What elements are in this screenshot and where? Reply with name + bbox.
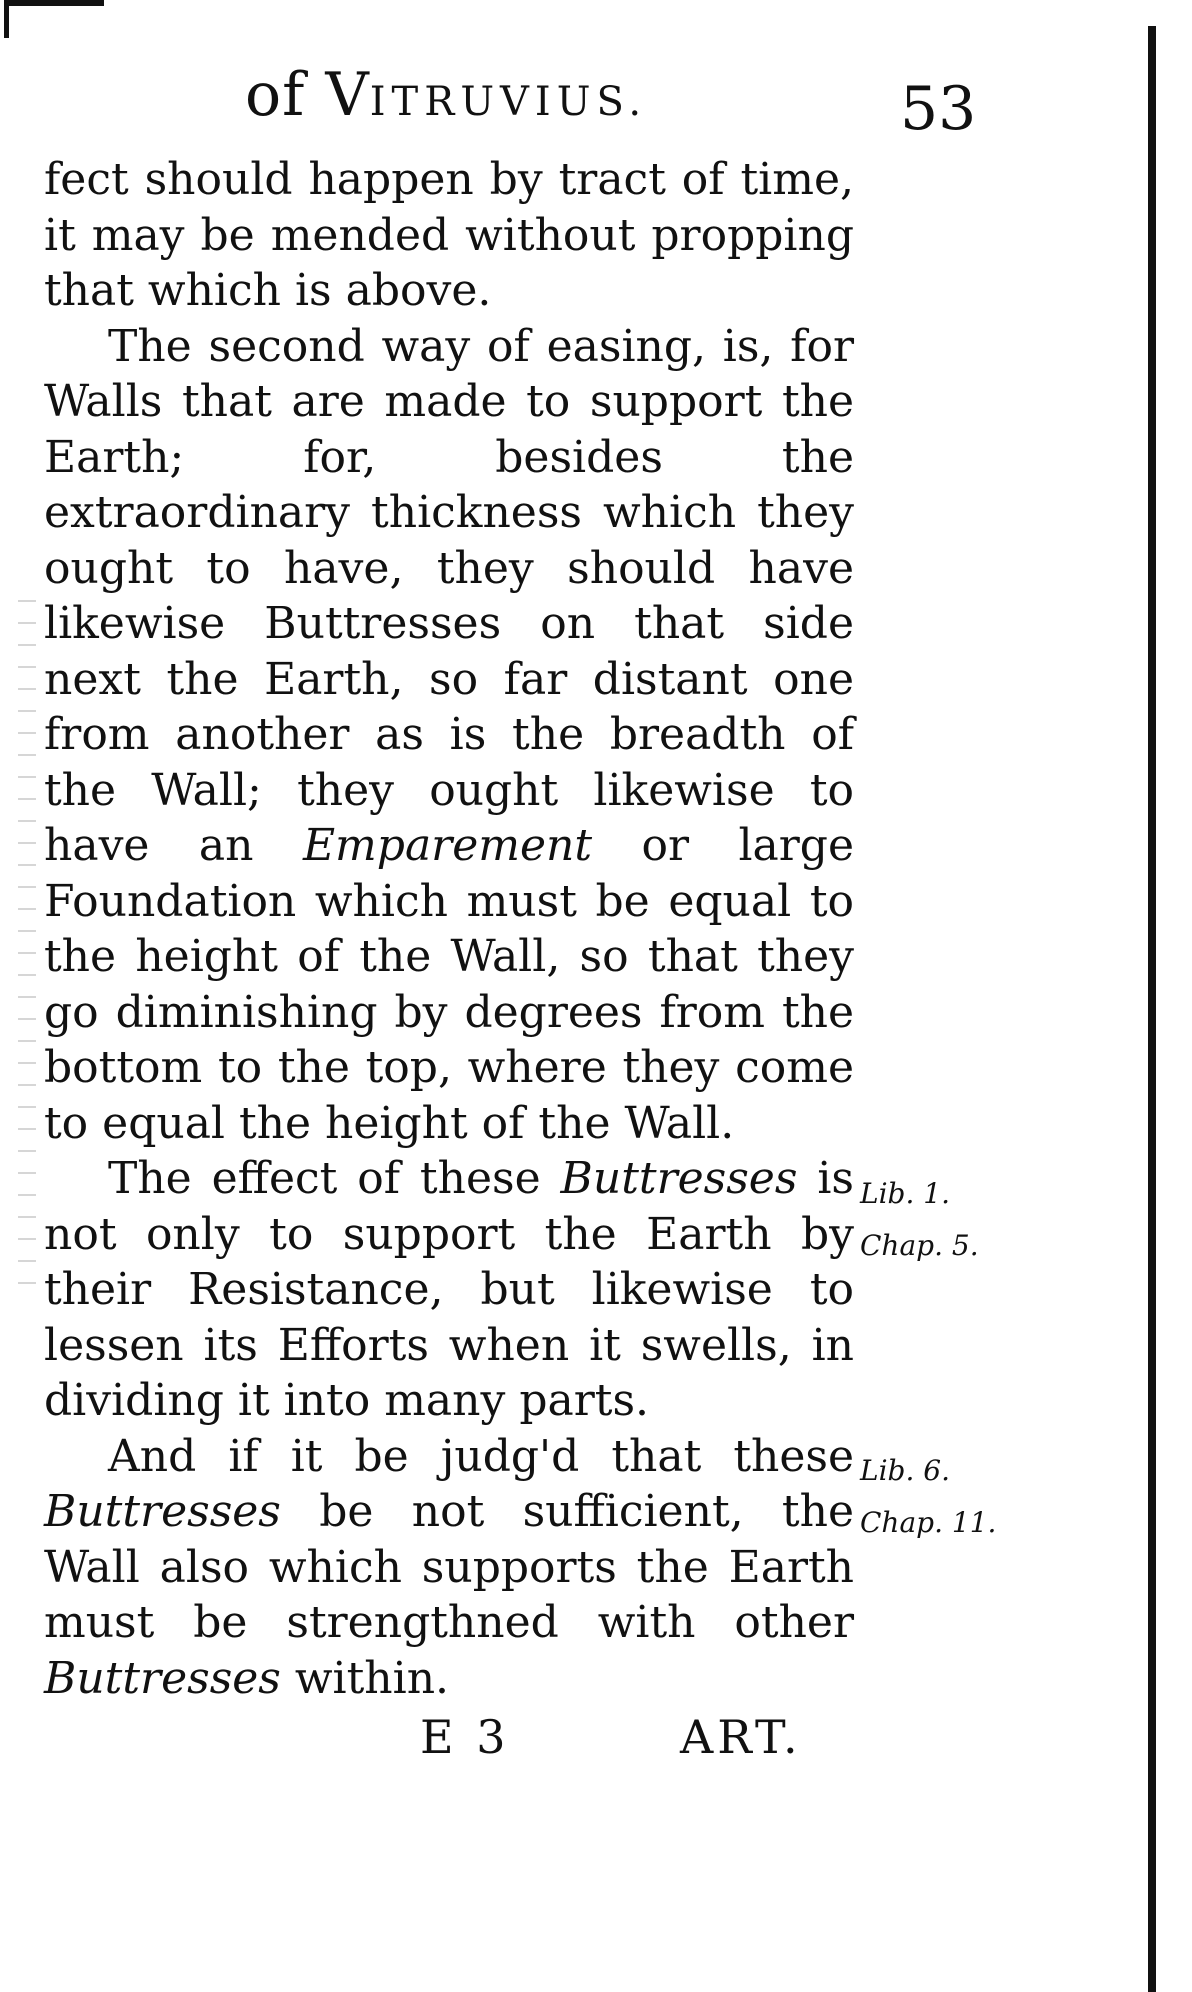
- page-number: 53: [900, 74, 977, 144]
- running-head: [245, 60, 647, 130]
- signature-mark: E 3: [420, 1710, 510, 1764]
- text-run: The effect of these: [108, 1153, 561, 1204]
- body-text: [44, 152, 854, 1706]
- text-run: or large Foundation which must be equal to the height of the Wall, so that they go diminishing by degrees from the bottom to the top, where they come to equal the height of the Wall.: [44, 820, 854, 1149]
- text-run: within.: [280, 1652, 450, 1704]
- paragraph: [44, 1151, 854, 1429]
- gutter-speckles: [18, 600, 36, 1300]
- running-head-small-caps: ITRUVIUS.: [369, 79, 648, 125]
- margin-note-2: [860, 1445, 1040, 1549]
- italic-term: Buttresses: [560, 1153, 798, 1204]
- text-run: be not sufficient, the Wall also which supports the Earth must be strengthned with other: [44, 1486, 854, 1648]
- italic-term: Emparement: [302, 820, 593, 871]
- text-run: And if it be judg'd that these: [108, 1430, 854, 1482]
- page-corner-mark: [4, 0, 104, 6]
- paragraph: [44, 1429, 854, 1707]
- italic-term: Buttresses: [44, 1652, 281, 1704]
- italic-term: Buttresses: [44, 1486, 281, 1537]
- page-corner-mark-vertical: [4, 0, 9, 38]
- text-run: The second way of easing, is, for Walls that are made to support the Earth; for, besides the extraordinary thickness which they ought to have, they should have likewise Buttresses on that side next the Earth, so far distant one from another as is the breadth of the Wall; they ought likewise to have an: [44, 320, 854, 871]
- catchword: ART.: [680, 1710, 802, 1764]
- margin-note-2-chap: Chap. 11.: [860, 1506, 997, 1539]
- margin-note-2-lib: Lib. 6.: [860, 1454, 950, 1487]
- binding-edge-rule: [1148, 26, 1156, 1992]
- margin-note-1-lib: Lib. 1.: [860, 1177, 950, 1210]
- running-head-prefix: of V: [245, 60, 370, 130]
- paragraph: [44, 152, 854, 319]
- margin-note-1: [860, 1168, 1040, 1272]
- text-run: fect should happen by tract of time, it may be mended without propping that which is above.: [44, 154, 854, 316]
- paragraph: [44, 319, 854, 1152]
- text-run: is not only to support the Earth by their Resistance, but likewise to lessen its Efforts when it swells, in dividing it into many parts.: [44, 1153, 854, 1426]
- margin-note-1-chap: Chap. 5.: [860, 1229, 979, 1262]
